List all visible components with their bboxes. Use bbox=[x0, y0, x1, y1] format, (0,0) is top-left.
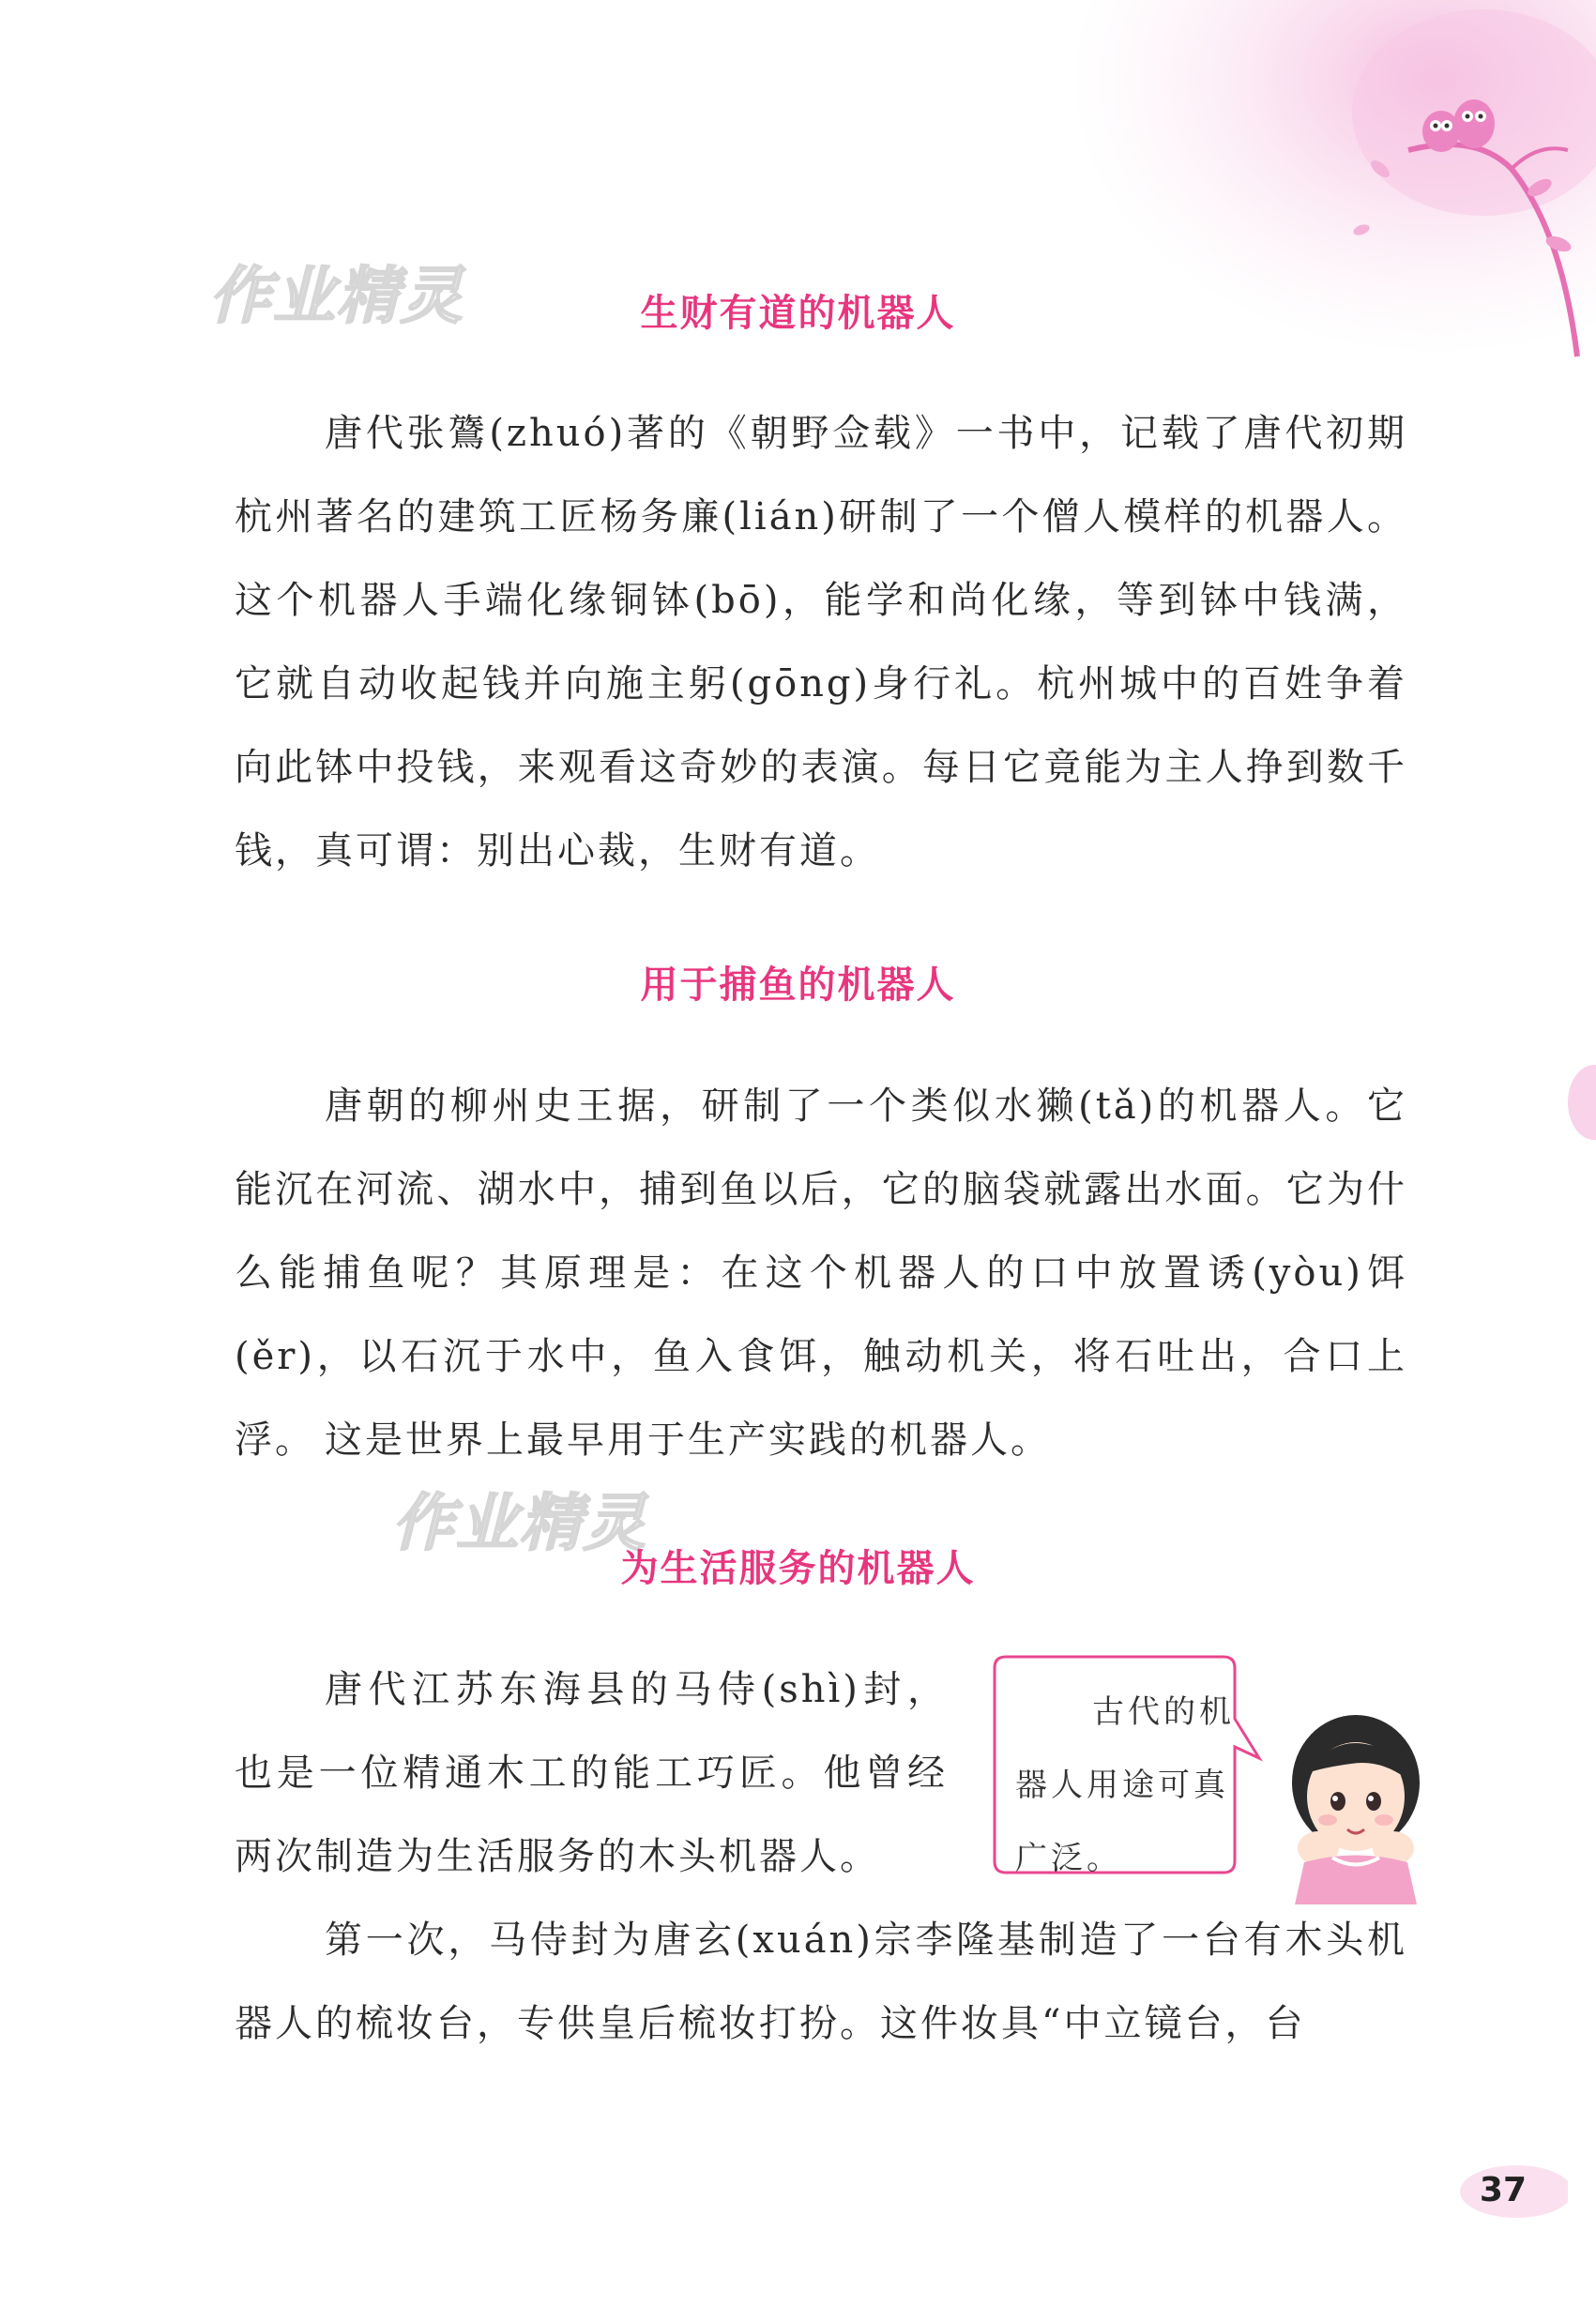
girl-illustration bbox=[1276, 1707, 1436, 1904]
pink-decoration bbox=[1558, 1060, 1596, 1145]
watermark: 作业精灵 bbox=[205, 260, 479, 332]
watermark: 作业精灵 bbox=[388, 1487, 662, 1559]
paragraph: 这是世界上最早用于生产实践的机器人。 bbox=[325, 1418, 1051, 1462]
section-title: 为生活服务的机器人 bbox=[620, 1547, 976, 1590]
paragraph: 第一次，马侍封为唐玄(xuán)宗李隆基制造了一台有木头机器人的梳妆台，专供皇后梳妆打扮。这件妆具“中立镜台，台 bbox=[235, 1919, 1407, 2045]
paragraph: 唐代江苏东海县的马侍(shì)封，也是一位精通木工的能工巧匠。他曾经两次制造为生活服务的木头机器人。 bbox=[235, 1668, 948, 1878]
speech-bubble-text: 古代的机器人用途可真广泛。 bbox=[1015, 1693, 1235, 1877]
paragraph: 唐代张鷟(zhuó)著的《朝野佥载》一书中，记载了唐代初期杭州著名的建筑工匠杨务廉(lián)研制了一个僧人模样的机器人。这个机器人手端化缘铜钵(bō)，能学和尚化缘，等到钵中钱满，它就自动收起钱并向施主躬(gōng)身行礼。杭州城中的百姓争着向此钵中投钱，来观看这奇妙的表演。每日它竟能为主人挣到数千钱，真可谓：别出心裁，生财有道。 bbox=[235, 412, 1407, 872]
paragraph: 唐朝的柳州史王据，研制了一个类似水獭(tǎ)的机器人。它能沉在河流、湖水中，捕到鱼以后，它的脑袋就露出水面。它为什么能捕鱼呢？其原理是：在这个机器人的口中放置诱(yòu)饵(ěr)，以石沉于水中，鱼入食饵，触动机关，将石吐出，合口上浮。 bbox=[235, 1085, 1407, 1462]
section-title: 用于捕鱼的机器人 bbox=[640, 963, 956, 1007]
page-number: 37 bbox=[1479, 2171, 1527, 2209]
section-title: 生财有道的机器人 bbox=[640, 292, 956, 335]
